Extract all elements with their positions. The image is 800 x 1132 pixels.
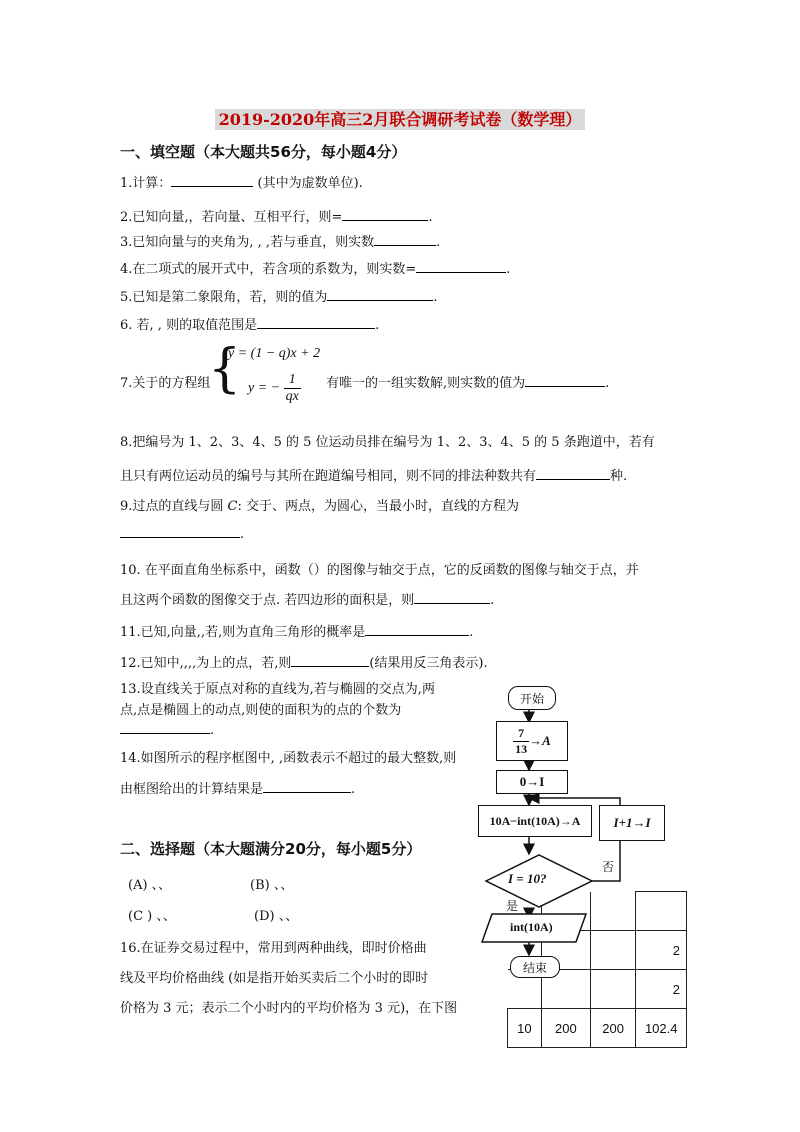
section-1-heading: 一、填空题（本大题共56分，每小题4分） — [120, 143, 407, 161]
table-cell: 200 — [590, 1009, 636, 1048]
answer-blank — [291, 654, 369, 667]
question-13-line-3: . — [120, 721, 214, 738]
answer-blank — [374, 233, 436, 246]
question-16-line-1: 16.在证券交易过程中，常用到两种曲线，即时价格曲 — [120, 941, 427, 956]
question-14-line-1: 14.如图所示的程序框图中, ,函数表示不超过的最大整数,则 — [120, 751, 457, 766]
question-12: 12.已知中,,,,为上的点，若,则 (结果用反三角表示). — [120, 656, 488, 671]
question-2: 2.已知向量,，若向量、互相平行，则= . — [120, 210, 433, 225]
question-10-line-2: 且这两个函数的图像交于点. 若四边形的面积是，则 . — [120, 593, 495, 608]
flowchart-start: 开始 — [508, 686, 556, 710]
question-6: 6. 若, , 则的取值范围是 . — [120, 318, 380, 333]
flowchart-step-init-i: 0→I — [496, 770, 568, 794]
flowchart-no-label: 否 — [602, 860, 615, 874]
answer-blank — [327, 288, 433, 301]
answer-blank — [525, 374, 605, 387]
question-7-prefix: 7.关于的方程组 — [120, 376, 211, 391]
question-9-line-2: . — [120, 525, 244, 542]
option-a: (A) 、、 — [128, 878, 172, 893]
answer-blank — [171, 174, 253, 187]
equation-brace: { — [208, 339, 242, 399]
question-10-line-1: 10. 在平面直角坐标系中，函数（）的图像与轴交于点，它的反函数的图像与轴交于点，并 — [120, 563, 639, 578]
table-cell: 2 — [636, 970, 687, 1009]
question-11: 11.已知,向量,,若,则为直角三角形的概率是 . — [120, 625, 474, 640]
table-cell: 102.4 — [636, 1009, 687, 1048]
option-c: (C ) 、、 — [128, 909, 176, 924]
question-4: 4.在二项式的展开式中，若含项的系数为，则实数= . — [120, 262, 511, 277]
table-row — [508, 1009, 687, 1048]
flowchart-decision-label: I = 10? — [508, 871, 547, 886]
flowchart-step-increment-i: I+1→I — [599, 805, 665, 841]
answer-blank — [263, 780, 351, 793]
flowchart-step-update-a: 10A−int(10A)→A — [478, 805, 592, 837]
question-16-line-3: 价格为 3 元；表示二个小时内的平均价格为 3 元)，在下图 — [120, 1001, 458, 1016]
question-3: 3.已知向量与的夹角为, , ,若与垂直，则实数 . — [120, 235, 441, 250]
question-14-line-2: 由框图给出的计算结果是 . — [120, 782, 356, 797]
question-5: 5.已知是第二象限角，若，则的值为 . — [120, 290, 438, 305]
flowchart-end: 结束 — [510, 956, 560, 978]
answer-blank — [536, 467, 610, 480]
option-d: (D) 、、 — [254, 909, 299, 924]
answer-blank — [120, 721, 210, 734]
answer-blank — [416, 260, 506, 273]
flowchart-step-assign-a: $\frac{7}{13}$ →A — [496, 721, 568, 761]
answer-blank — [257, 316, 375, 329]
equation-2: y = − $\frac{1}{qx}$ — [248, 372, 299, 404]
equation-1: y = (1 − q)x + 2 — [228, 346, 321, 361]
answer-blank — [414, 591, 490, 604]
question-8-line-2: 且只有两位运动员的编号与其所在跑道编号相同，则不同的排法种数共有 种. — [120, 469, 628, 484]
page-title: 2019-2020年高三2月联合调研考试卷（数学理） — [0, 107, 800, 130]
question-9-line-1: 9.过点的直线与圆 C: 交于、两点，为圆心，当最小时，直线的方程为 — [120, 499, 520, 514]
question-8-line-1: 8.把编号为 1、2、3、4、5 的 5 位运动员排在编号为 1、2、3、4、5 的 5 条跑道中，若有 — [120, 435, 655, 450]
question-7: 有唯一的一组实数解,则实数的值为 . — [326, 376, 610, 391]
question-1: 1.计算： (其中为虚数单位). — [120, 176, 363, 191]
answer-blank — [365, 623, 469, 636]
question-16-line-2: 线及平均价格曲线 (如是指开始买卖后二个小时的即时 — [120, 971, 429, 986]
flowchart-output-label: int(10A) — [510, 920, 553, 934]
answer-blank — [342, 208, 428, 221]
table-cell: 200 — [541, 1009, 590, 1048]
option-b: (B) 、、 — [250, 878, 294, 893]
table-cell: 2 — [636, 931, 687, 970]
question-13-line-1: 13.设直线关于原点对称的直线为,若与椭圆的交点为,两 — [120, 682, 435, 697]
flowchart-yes-label: 是 — [506, 899, 519, 913]
table-cell: 10 — [508, 1009, 542, 1048]
answer-blank — [120, 525, 240, 538]
question-13-line-2: 点,点是椭圆上的动点,则使的面积为的点的个数为 — [120, 703, 402, 718]
section-2-heading: 二、选择题（本大题满分20分，每小题5分） — [120, 840, 422, 858]
